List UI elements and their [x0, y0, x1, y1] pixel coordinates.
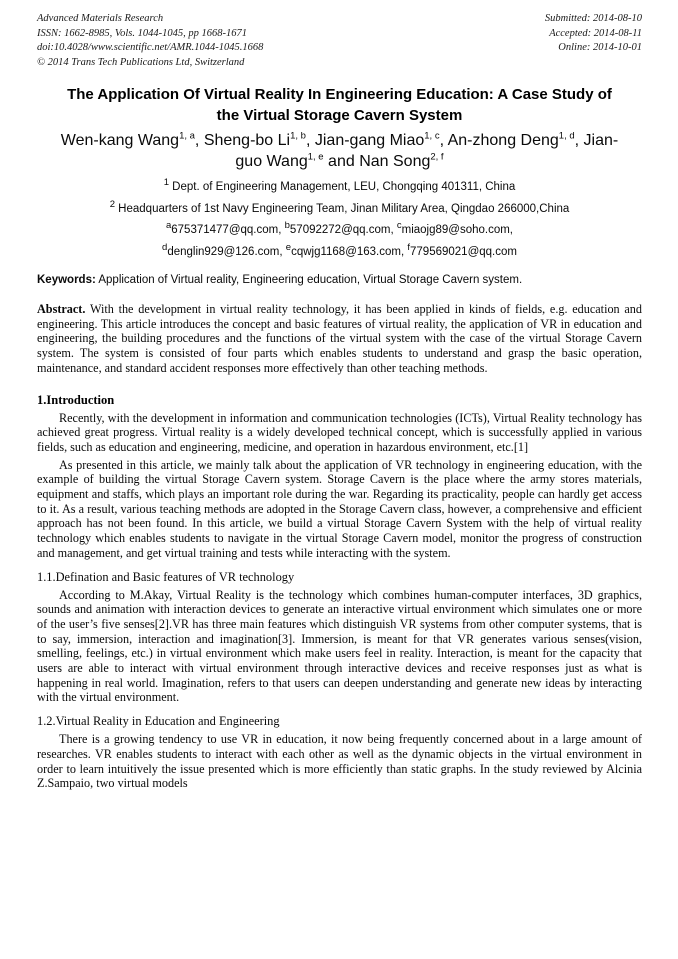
keywords-label: Keywords: — [37, 274, 96, 286]
submitted-date: Submitted: 2014-08-10 — [544, 13, 642, 24]
email-address: 57092272@qq.com, — [289, 224, 397, 236]
author: Jian-guo Wang$^{1, e}$ and — [235, 132, 619, 170]
journal-name: Advanced Materials Research — [37, 13, 164, 24]
email-address: miaojg89@soho.com, — [401, 224, 514, 236]
section-heading-introduction: 1.Introduction — [37, 392, 115, 407]
journal-copyright: © 2014 Trans Tech Publications Ltd, Switzerland — [37, 56, 245, 68]
subsection-heading-1-2: 1.2.Virtual Reality in Education and Engineering — [37, 714, 280, 729]
intro-paragraph-1: Recently, with the development in information and communication technologies (ICTs), Virtual Reality technology has achieved great progress. Virtual reality is a widely developed technical concept, which is successfully applied in various fields, such as education and engineering, medicine, and operation in hazardous environment, etc.[1] — [37, 410, 642, 454]
journal-issn-vols: ISSN: 1662-8985, Vols. 1044-1045, pp 1668-1671 — [37, 27, 247, 39]
subsection-1-1-paragraph: According to M.Akay, Virtual Reality is the technology which combines human-computer interfaces, 3D graphics, sounds and animation with interaction devices to generate an interactive virtual environment which simulates one or more of the user’s five senses[2].VR has three main features which distinguish VR systems from other computer systems, that is to say, immersion, interaction and imagination[3]. Immersion, is meant for that VR generates various senses(vision, smelling, feelings, etc.) in virtual environment which make users feel in reality. Interaction, is meant for the capacity that users are able to interact with virtual environment through interactive devices and receive responses just as what is happening in real world. Imagination, refers to that users can deepen understanding and generate new ideas by interacting with the virtual environment. — [37, 587, 642, 705]
author: Jian-gang Miao$^{1, c}$, — [314, 130, 448, 149]
author: Sheng-bo Li$^{1, b}$, — [203, 130, 315, 149]
affil-marker: 2 — [109, 198, 115, 210]
subsection-heading-1-1: 1.1.Defination and Basic features of VR technology — [37, 569, 295, 584]
author-affil-marker: 1, d — [558, 130, 575, 142]
author: Wen-kang Wang$^{1, a}$, — [60, 130, 204, 149]
affiliation-1: $^1$ Dept. of Engineering Management, LEU, Chongqing 401311, China — [163, 177, 516, 193]
author-affil-marker: 1, e — [307, 151, 324, 163]
abstract-label: Abstract. — [37, 302, 86, 316]
email-address: 675371477@qq.com, — [171, 224, 285, 236]
author: An-zhong Deng$^{1, d}$, — [447, 130, 584, 149]
abstract — [37, 302, 642, 376]
email-address: 779569021@qq.com — [410, 245, 517, 258]
accepted-date: Accepted: 2014-08-11 — [549, 27, 642, 39]
affil-marker: 1 — [163, 177, 169, 189]
abstract-text: With the development in virtual reality technology, it has been applied in kinds of fields, e.g. education and engineering. This article introduces the concept and basic features of virtual reality, the application of VR in education and engineering, the building procedures and the functions of the virtual system with the case of the virtual Storage Cavern system. The system is consisted of four parts which enables students to understand and grasp the basic operation, maintenance, and standard accident responses more effectively than other teaching methods. — [37, 302, 642, 375]
affiliation-2: $^2$ Headquarters of 1st Navy Engineering Team, Jinan Military Area, Qingdao 266000,China — [109, 198, 570, 215]
email-marker: a — [165, 220, 172, 232]
journal-header — [37, 12, 642, 70]
author-affil-marker: 1, a — [179, 130, 195, 142]
journal-info — [37, 12, 263, 70]
submission-dates — [545, 12, 642, 70]
paper-title: The Application Of Virtual Reality In Engineering Education: A Case Study of the Virtual Storage Cavern System — [67, 86, 612, 124]
email-marker: b — [284, 220, 290, 232]
email-address: cqwjg1168@163.com, — [291, 245, 408, 258]
author-affil-marker: 2, f — [430, 151, 444, 163]
online-date: Online: 2014-10-01 — [558, 42, 642, 53]
email-line-2 — [37, 242, 642, 264]
subsection-1-2-paragraph: There is a growing tendency to use VR in education, it now being frequently concerned about in a large amount of researches. VR enables students to interact with each other as well as the dynamic objects in the virtual environment in order to learn intuitively the issue presented which is more efficiently than static graphs. In the study reviewed by Alcinia Z.Sampaio, two virtual models — [37, 732, 642, 791]
keywords-text: Application of Virtual reality, Engineering education, Virtual Storage Cavern system. — [95, 274, 523, 286]
email-marker: d — [162, 241, 168, 253]
email-address: denglin929@126.com, — [167, 245, 286, 258]
author-affil-marker: 1, c — [424, 130, 440, 142]
email-marker: c — [396, 220, 402, 232]
journal-doi: doi:10.4028/www.scientific.net/AMR.1044-1045.1668 — [37, 42, 264, 53]
intro-paragraph-2: As presented in this article, we mainly talk about the application of VR technology in engineering education, with the example of building the virtual Storage Cavern system. Storage Cavern is the place where the army stores materials, equipment and staffs, which plays an important role during the war. Regarding its practicality, people can hardly get access to it. As a result, various teaching methods are adopted in the Storage Cavern class, however, a comprehensive and efficient approach has not been found. In this article, we build a virtual Storage Cavern System with the help of virtual reality technology which enables students to navigate in the virtual Storage Cavern model, monitor the progress of construction and management, and get virtual training and tests while interacting with the system. — [37, 457, 642, 560]
email-line-1 — [37, 220, 642, 242]
author-list — [48, 130, 632, 172]
author: Nan Song$^{2, f}$ — [359, 151, 444, 170]
author-affil-marker: 1, b — [290, 130, 306, 142]
keywords-line — [37, 273, 642, 288]
email-marker: f — [407, 241, 411, 253]
email-marker: e — [285, 241, 292, 253]
affiliation-block — [37, 177, 642, 263]
